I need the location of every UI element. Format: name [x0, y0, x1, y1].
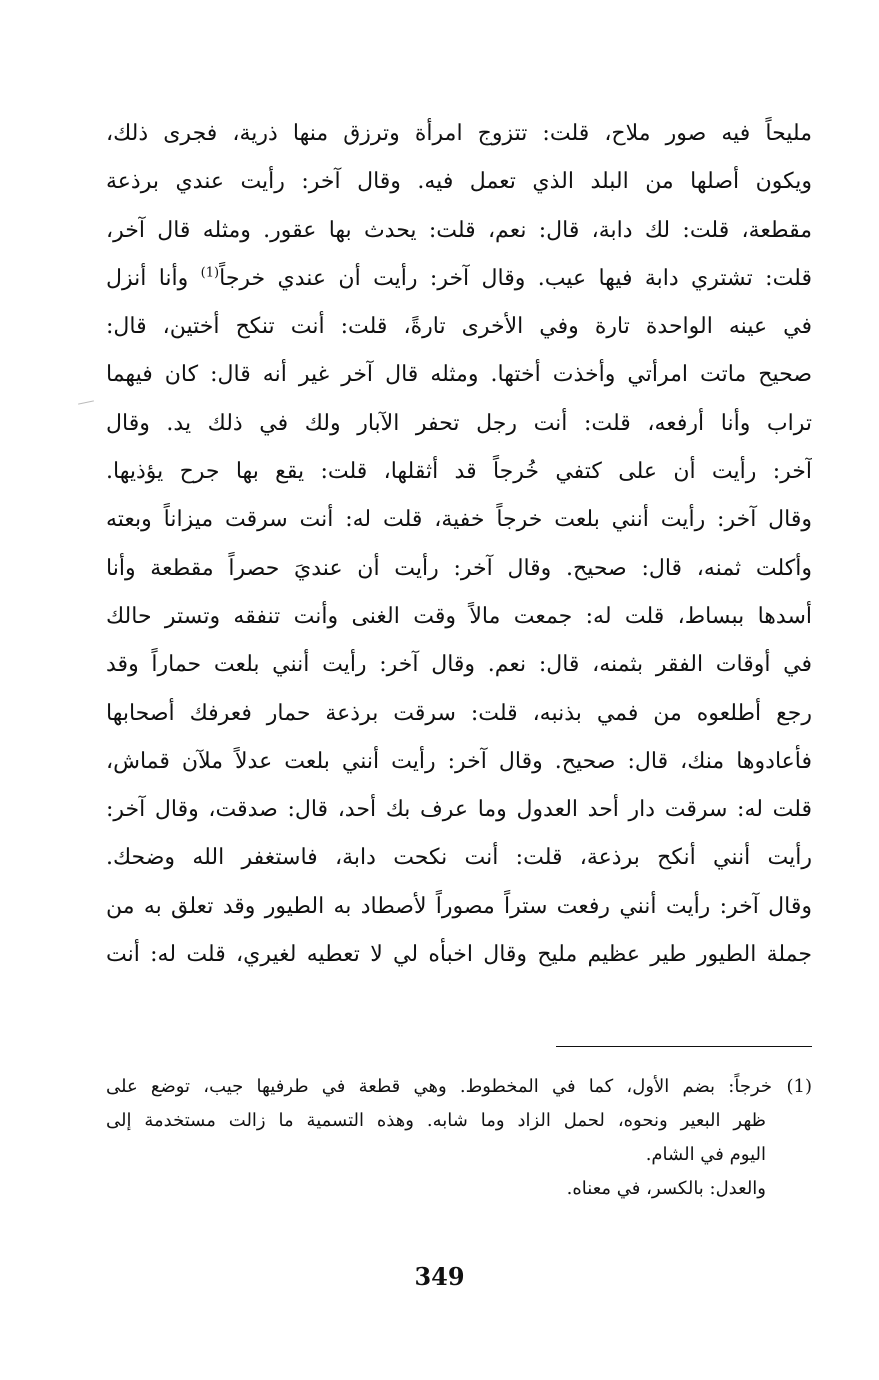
- body-line-4-tail: وأنا أنزل: [106, 265, 201, 291]
- body-line-10: وأكلت ثمنه، قال: صحيح. وقال آخر: رأيت أن عنديَ حصراً مقطعة وأنا: [106, 555, 812, 581]
- body-line-2: ويكون أصلها من البلد الذي تعمل فيه. وقال آخر: رأيت عندي برذعة: [106, 169, 812, 195]
- body-line-11: أسدها ببساط، قلت له: جمعت مالاً وقت الغنى وأنت تنفقه وتستر حالك: [106, 603, 812, 629]
- footnote-number: (1): [786, 1076, 812, 1097]
- footnote-divider: [556, 1046, 812, 1047]
- body-line-14: فأعادوها منك، قال: صحيح. وقال آخر: رأيت أنني بلعت عدلاً ملآن قماش،: [106, 748, 812, 774]
- footnote-line-1: [106, 1070, 812, 1104]
- footnotes: [106, 1070, 812, 1206]
- body-line-12: في أوقات الفقر بثمنه، قال: نعم. وقال آخر: رأيت أنني بلعت حماراً وقد: [106, 652, 812, 678]
- body-line-4: [106, 255, 812, 303]
- body-line-16: رأيت أنني أنكح برذعة، قلت: أنت نكحت دابة، فاستغفر الله وضحك.: [106, 845, 812, 871]
- body-line-15: قلت له: سرقت دار أحد العدول وما عرف بك أحد، قال: صدقت، وقال آخر:: [106, 797, 812, 823]
- body-line-8: آخر: رأيت أن على كتفي خُرجاً قد أثقلها، قلت: يقع بها جرح يؤذيها.: [106, 459, 812, 485]
- body-line-6: صحيح ماتت امرأتي وأخذت أختها. ومثله قال آخر غير أنه قال: كان فيهما: [106, 362, 812, 388]
- body-line-13: رجع أطلعوه من فمي بذنبه، قلت: سرقت برذعة حمار فعرفك أصحابها: [106, 700, 812, 726]
- body-line-5: في عينه الواحدة تارة وفي الأخرى تارةً، قلت: أنت تنكح أختين، قال:: [106, 314, 812, 340]
- body-line-17: وقال آخر: رأيت أنني رفعت ستراً مصوراً لأصطاد به الطيور وقد تعلق به من: [106, 893, 812, 919]
- body-line-7: تراب وأنا أرفعه، قلت: أنت رجل تحفر الآبار ولك في ذلك يد. وقال: [106, 410, 812, 436]
- footnote-line-4: والعدل: بالكسر، في معناه.: [566, 1178, 766, 1199]
- footnote-reference[interactable]: (1): [200, 265, 220, 281]
- page-number: 349: [414, 1262, 465, 1291]
- footnote-line-3: اليوم في الشام.: [645, 1144, 766, 1165]
- body-line-18: جملة الطيور طير عظيم مليح وقال اخبأه لي لا تعطيه لغيري، قلت له: أنت: [106, 942, 812, 968]
- body-line-9: وقال آخر: رأيت أنني بلعت خرجاً خفية، قلت له: أنت سرقت ميزاناً وبعته: [106, 507, 812, 533]
- body-text: [106, 110, 812, 979]
- footnote-line-2: ظهر البعير ونحوه، لحمل الزاد وما شابه. وهذه التسمية ما زالت مستخدمة إلى: [106, 1110, 766, 1131]
- margin-mark: [78, 400, 94, 404]
- body-line-3: مقطعة، قلت: لك دابة، قال: نعم، قلت: يحدث بها عقور. ومثله قال آخر،: [106, 217, 812, 243]
- body-line-1: مليحاً فيه صور ملاح، قلت: تتزوج امرأة وترزق منها ذرية، فجرى ذلك،: [106, 121, 812, 146]
- footnote-line-1-text: خرجاً: بضم الأول، كما في المخطوط. وهي قطعة في طرفيها جيب، توضع على: [106, 1076, 772, 1097]
- body-line-4-text: قلت: تشتري دابة فيها عيب. وقال آخر: رأيت أن عندي خرجاً: [219, 265, 812, 291]
